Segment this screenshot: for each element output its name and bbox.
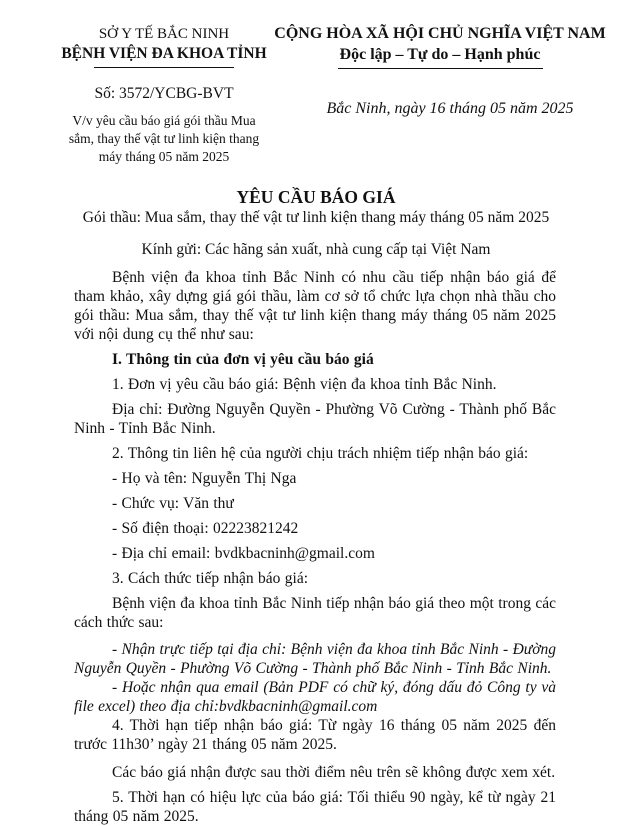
- document-header: [0, 24, 632, 166]
- paragraph-address: Địa chỉ: Đường Nguyễn Quyền - Phường Võ Cường - Thành phố Bắc Ninh - Tỉnh Bắc Ninh.: [74, 401, 556, 437]
- national-motto: Độc lập – Tự do – Hạnh phúc: [339, 46, 541, 63]
- national-header-block: [270, 24, 610, 119]
- paragraph-intro: Bệnh viện đa khoa tỉnh Bắc Ninh có nhu cầu tiếp nhận báo giá để tham khảo, xây dựng giá gói thầu, làm cơ sở tổ chức lựa chọn nhà thầu cho gói thầu: Mua sắm, thay thế vật tư linh kiện thang máy tháng 05 năm 2025 với nội dung cụ thể như sau:: [74, 269, 556, 343]
- package-subtitle: Gói thầu: Mua sắm, thay thế vật tư linh kiện thang máy tháng 05 năm 2025: [82, 209, 550, 226]
- contact-email-line: - Địa chỉ email: bvdkbacninh@gmail.com: [112, 545, 375, 562]
- issuer-underline: [94, 67, 234, 68]
- contact-role-line: - Chức vụ: Văn thư: [112, 495, 234, 512]
- paragraph-contact-heading: 2. Thông tin liên hệ của người chịu trách nhiệm tiếp nhận báo giá:: [112, 445, 529, 462]
- paragraph-method-direct: - Nhận trực tiếp tại địa chỉ: Bệnh viện đa khoa tỉnh Bắc Ninh - Đường Nguyễn Quyền - Phường Võ Cường - Thành phố Bắc Ninh - Tỉnh Bắc Ninh.: [74, 641, 556, 677]
- paragraph-unit: 1. Đơn vị yêu cầu báo giá: Bệnh viện đa khoa tỉnh Bắc Ninh.: [112, 376, 497, 393]
- document-body: [0, 268, 632, 826]
- subject-line: V/v yêu cầu báo giá gói thầu Mua: [72, 113, 256, 128]
- subject-line: máy tháng 05 năm 2025: [98, 149, 230, 164]
- subject-line: sắm, thay thế vật tư linh kiện thang: [68, 131, 260, 146]
- document-number: Số: 3572/YCBG-BVT: [94, 85, 234, 102]
- contact-phone-line: - Số điện thoại: 02223821242: [112, 520, 299, 537]
- paragraph-method-intro: Bệnh viện đa khoa tỉnh Bắc Ninh tiếp nhận báo giá theo một trong các cách thức sau:: [74, 595, 556, 631]
- section-heading-1: I. Thông tin của đơn vị yêu cầu báo giá: [112, 351, 374, 368]
- paragraph-deadline: 4. Thời hạn tiếp nhận báo giá: Từ ngày 16 tháng 05 năm 2025 đến trước 11h30’ ngày 21 tháng 05 năm 2025.: [74, 717, 556, 753]
- place-date-line: Bắc Ninh, ngày 16 tháng 05 năm 2025: [326, 100, 574, 117]
- national-title: CỘNG HÒA XÃ HỘI CHỦ NGHĨA VIỆT NAM: [274, 25, 606, 42]
- paragraph-method-heading: 3. Cách thức tiếp nhận báo giá:: [112, 570, 309, 587]
- motto-underline: [338, 68, 543, 69]
- document-subject: [58, 112, 270, 166]
- paragraph-late-note: Các báo giá nhận được sau thời điểm nêu trên sẽ không được xem xét.: [112, 764, 556, 781]
- salutation-line: Kính gửi: Các hãng sản xuất, nhà cung cấp tại Việt Nam: [141, 241, 491, 258]
- issuer-parent-name: SỞ Y TẾ BẮC NINH: [98, 26, 230, 42]
- paragraph-method-email: - Hoặc nhận qua email (Bản PDF có chữ ký, đóng dấu đỏ Công ty và file excel) theo địa chỉ:bvdkbacninh@gmail.com: [74, 679, 556, 715]
- document-title: YÊU CẦU BÁO GIÁ: [236, 187, 396, 207]
- contact-name-line: - Họ và tên: Nguyễn Thị Nga: [112, 470, 297, 487]
- issuer-block: [58, 24, 270, 166]
- issuer-name: BỆNH VIỆN ĐA KHOA TỈNH: [61, 45, 267, 62]
- paragraph-validity: 5. Thời hạn có hiệu lực của báo giá: Tối thiểu 90 ngày, kể từ ngày 21 tháng 05 năm 2025.: [74, 789, 556, 825]
